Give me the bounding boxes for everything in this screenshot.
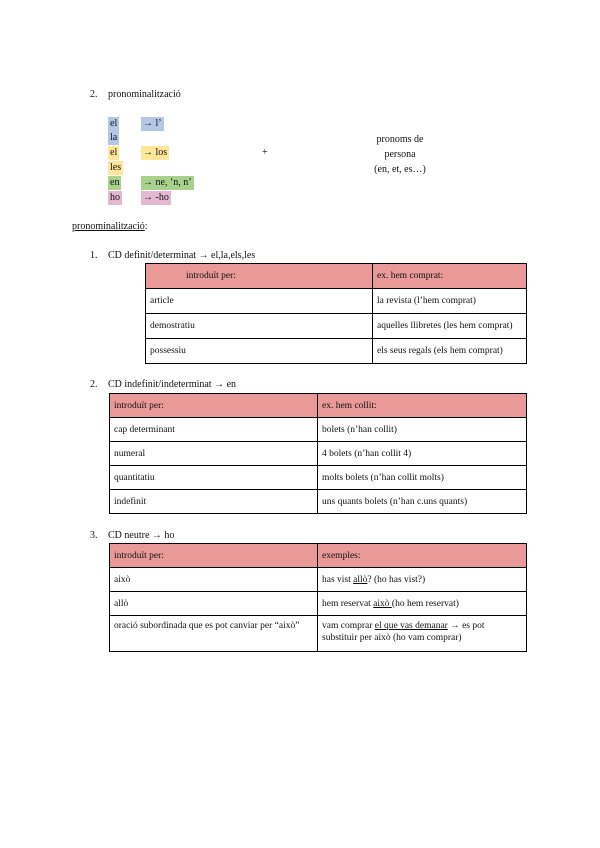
table-cell: quantitatiu [110,466,318,490]
example-text: ? (ho has vist?) [367,574,426,585]
table-row [110,568,527,592]
example-underlined: el que vas demanar [374,621,448,631]
table-row [146,314,527,339]
table-cell: possessiu [146,339,373,364]
table-header-cell: ex. hem comprat: [373,264,527,289]
heading-title: pronominalització [108,89,181,100]
table-cell: 4 bolets (n’han collit 4) [318,442,527,466]
pronoun-word: el [110,118,118,129]
table-row [110,490,527,514]
pronoun-word: les [110,162,122,173]
table-header-row [110,544,527,568]
example-underlined: això [373,598,392,609]
table-cell: demostratiu [146,314,373,339]
pronoms-line: persona [384,149,416,160]
table-cell: molts bolets (n’han collit molts) [318,466,527,490]
list-label: CD indefinit/indeterminat → en [108,379,237,390]
list-label: CD definit/determinat → el,la,els,les [108,250,256,261]
table-cell: aquelles llibretes (les hem comprat) [373,314,527,339]
section-title-colon: : [144,221,148,232]
table-row [110,616,527,652]
example-text: (ho hem reservat) [391,598,459,609]
table-cell: això [110,568,318,592]
table-row [110,592,527,616]
pronoun-result: → ne, ‘n, n’ [143,177,192,188]
table-cell [318,616,527,652]
table-cell: numeral [110,442,318,466]
table-cell: cap determinant [110,418,318,442]
pronoun-word: ho [110,192,120,203]
pronoun-result: → los [143,147,168,158]
table-cell: uns quants bolets (n’han c.uns quants) [318,490,527,514]
table-row [110,466,527,490]
table-header-cell: exemples: [318,544,527,568]
table-cd-definit [145,263,527,364]
list-number: 1. [90,250,98,261]
table-header-row [146,264,527,289]
table-header-cell: ex. hem collit: [318,394,527,418]
table-row [146,339,527,364]
table-header-row [110,394,527,418]
example-underlined: allò [353,574,368,585]
section-title-text: pronominalització [72,221,145,232]
table-cd-indefinit [109,393,527,514]
pronoms-line: (en, et, es…) [374,164,426,175]
table-header-cell: introduït per: [110,394,318,418]
table-cd-neutre [109,543,527,652]
plus-sign: + [262,147,268,158]
table-row [146,289,527,314]
pronoun-result: → -ho [143,192,169,203]
heading-number: 2. [90,89,98,100]
table-header-cell: introduït per: [146,264,373,289]
pronoun-word: en [110,177,120,188]
list-number: 2. [90,379,98,390]
table-cell: allò [110,592,318,616]
pronoms-note [350,132,450,177]
pronoun-word: el [110,147,118,158]
table-row [110,442,527,466]
table-cell: la revista (l’hem comprat) [373,289,527,314]
example-text: hem reservat [322,598,374,609]
pronoun-result: → l’ [143,118,162,129]
list-label: CD neutre → ho [108,530,175,541]
table-header-cell: introduït per: [110,544,318,568]
section-title [72,221,148,232]
table-row [110,418,527,442]
table-cell: oració subordinada que es pot canviar per “això” [110,616,318,652]
table-cell: article [146,289,373,314]
pronoms-line: pronoms de [376,134,424,145]
example-text: vam comprar [322,621,375,631]
list-number: 3. [90,530,98,541]
table-cell: els seus regals (els hem comprat) [373,339,527,364]
table-cell: bolets (n’han collit) [318,418,527,442]
example-text: has vist [322,574,354,585]
table-cell [318,568,527,592]
table-cell: indefinit [110,490,318,514]
table-cell [318,592,527,616]
pronoun-word: la [110,132,118,143]
example-text: → es pot substituir per això (ho vam comprar) [322,621,485,643]
